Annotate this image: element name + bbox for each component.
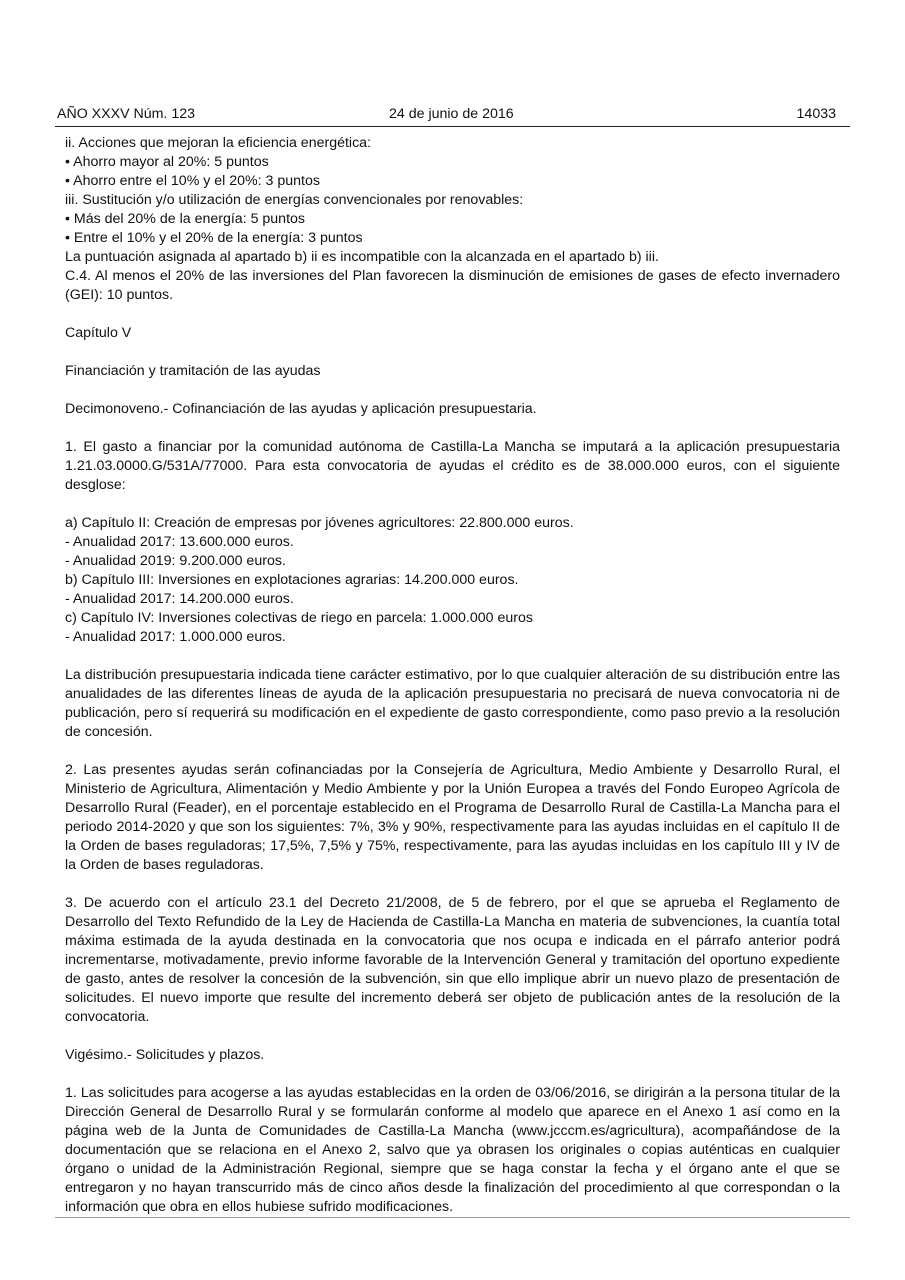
list-item: • Ahorro entre el 10% y el 20%: 3 puntos	[65, 173, 320, 189]
issue-number: AÑO XXXV Núm. 123	[57, 106, 195, 122]
page-number: 14033	[796, 106, 836, 122]
document-body	[65, 134, 840, 1217]
page-header	[55, 104, 850, 127]
text-line: iii. Sustitución y/o utilización de energías convencionales por renovables:	[65, 192, 524, 208]
list-item: - Anualidad 2017: 1.000.000 euros.	[65, 629, 286, 645]
paragraph: C.4. Al menos el 20% de las inversiones del Plan favorecen la disminución de emisiones de gases de efecto invernadero (GEI): 10 puntos.	[65, 268, 840, 303]
article-title: Vigésimo.- Solicitudes y plazos.	[65, 1047, 265, 1063]
list-item: • Ahorro mayor al 20%: 5 puntos	[65, 154, 269, 170]
publication-date: 24 de junio de 2016	[389, 106, 514, 122]
list-item: a) Capítulo II: Creación de empresas por jóvenes agricultores: 22.800.000 euros.	[65, 515, 574, 531]
paragraph: 1. Las solicitudes para acogerse a las ayudas establecidas en la orden de 03/06/2016, se dirigirán a la persona titular de la Dirección General de Desarrollo Rural y se formularán conforme al modelo que aparece en el Anexo 1 así como en la página web de la Junta de Comunidades de Castilla-La Mancha (www.jcccm.es/agricultura), acompañándose de la documentación que se relaciona en el Anexo 2, salvo que ya obrasen los originales o copias auténticas en cualquier órgano o unidad de la Administración Regional, siempre que se haga constar la fecha y el órgano ante el que se entregaron y no hayan transcurrido más de cinco años desde la finalización del procedimiento al que correspondan o la información que obra en ellos hubiese sufrido modificaciones.	[65, 1085, 840, 1215]
paragraph: 2. Las presentes ayudas serán cofinanciadas por la Consejería de Agricultura, Medio Ambiente y Desarrollo Rural, el Ministerio de Agricultura, Alimentación y Medio Ambiente y por la Unión Europea a través del Fondo Europeo Agrícola de Desarrollo Rural (Feader), en el porcentaje establecido en el Programa de Desarrollo Rural de Castilla-La Mancha para el periodo 2014-2020 y que son los siguientes: 7%, 3% y 90%, respectivamente para las ayudas incluidas en el capítulo II de la Orden de bases reguladoras; 17,5%, 7,5% y 75%, respectivamente, para las ayudas incluidas en los capítulo III y IV de la Orden de bases reguladoras.	[65, 762, 840, 873]
list-item: - Anualidad 2017: 14.200.000 euros.	[65, 591, 294, 607]
paragraph: 3. De acuerdo con el artículo 23.1 del Decreto 21/2008, de 5 de febrero, por el que se aprueba el Reglamento de Desarrollo del Texto Refundido de la Ley de Hacienda de Castilla-La Mancha en materia de subvenciones, la cuantía total máxima estimada de la ayuda destinada en la convocatoria que nos ocupa e indicada en el párrafo anterior podrá incrementarse, motivadamente, previo informe favorable de la Intervención General y tramitación del oportuno expediente de gasto, antes de resolver la concesión de la subvención, sin que ello implique abrir un nuevo plazo de presentación de solicitudes. El nuevo importe que resulte del incremento deberá ser objeto de publicación antes de la resolución de la convocatoria.	[65, 895, 840, 1025]
chapter-heading: Capítulo V	[65, 325, 132, 341]
list-item: b) Capítulo III: Inversiones en explotaciones agrarias: 14.200.000 euros.	[65, 572, 519, 588]
footer-divider	[55, 1217, 850, 1218]
list-item: • Más del 20% de la energía: 5 puntos	[65, 211, 306, 227]
list-item: - Anualidad 2019: 9.200.000 euros.	[65, 553, 286, 569]
paragraph: La distribución presupuestaria indicada tiene carácter estimativo, por lo que cualquier alteración de su distribución entre las anualidades de las diferentes líneas de ayuda de la aplicación presupuestaria no precisará de nueva convocatoria ni de publicación, pero sí requerirá su modificación en el expediente de gasto correspondiente, como paso previo a la resolución de concesión.	[65, 667, 840, 740]
text-line: La puntuación asignada al apartado b) ii es incompatible con la alcanzada en el apartado b) iii.	[65, 249, 659, 265]
list-item: • Entre el 10% y el 20% de la energía: 3 puntos	[65, 230, 363, 246]
paragraph: 1. El gasto a financiar por la comunidad autónoma de Castilla-La Mancha se imputará a la aplicación presupuestaria 1.21.03.0000.G/531A/77000. Para esta convocatoria de ayudas el crédito es de 38.000.000 euros, con el siguiente desglose:	[65, 439, 840, 493]
list-item: c) Capítulo IV: Inversiones colectivas de riego en parcela: 1.000.000 euros	[65, 610, 533, 626]
chapter-title: Financiación y tramitación de las ayudas	[65, 363, 321, 379]
text-line: ii. Acciones que mejoran la eficiencia energética:	[65, 135, 371, 151]
article-title: Decimonoveno.- Cofinanciación de las ayudas y aplicación presupuestaria.	[65, 401, 537, 417]
list-item: - Anualidad 2017: 13.600.000 euros.	[65, 534, 294, 550]
